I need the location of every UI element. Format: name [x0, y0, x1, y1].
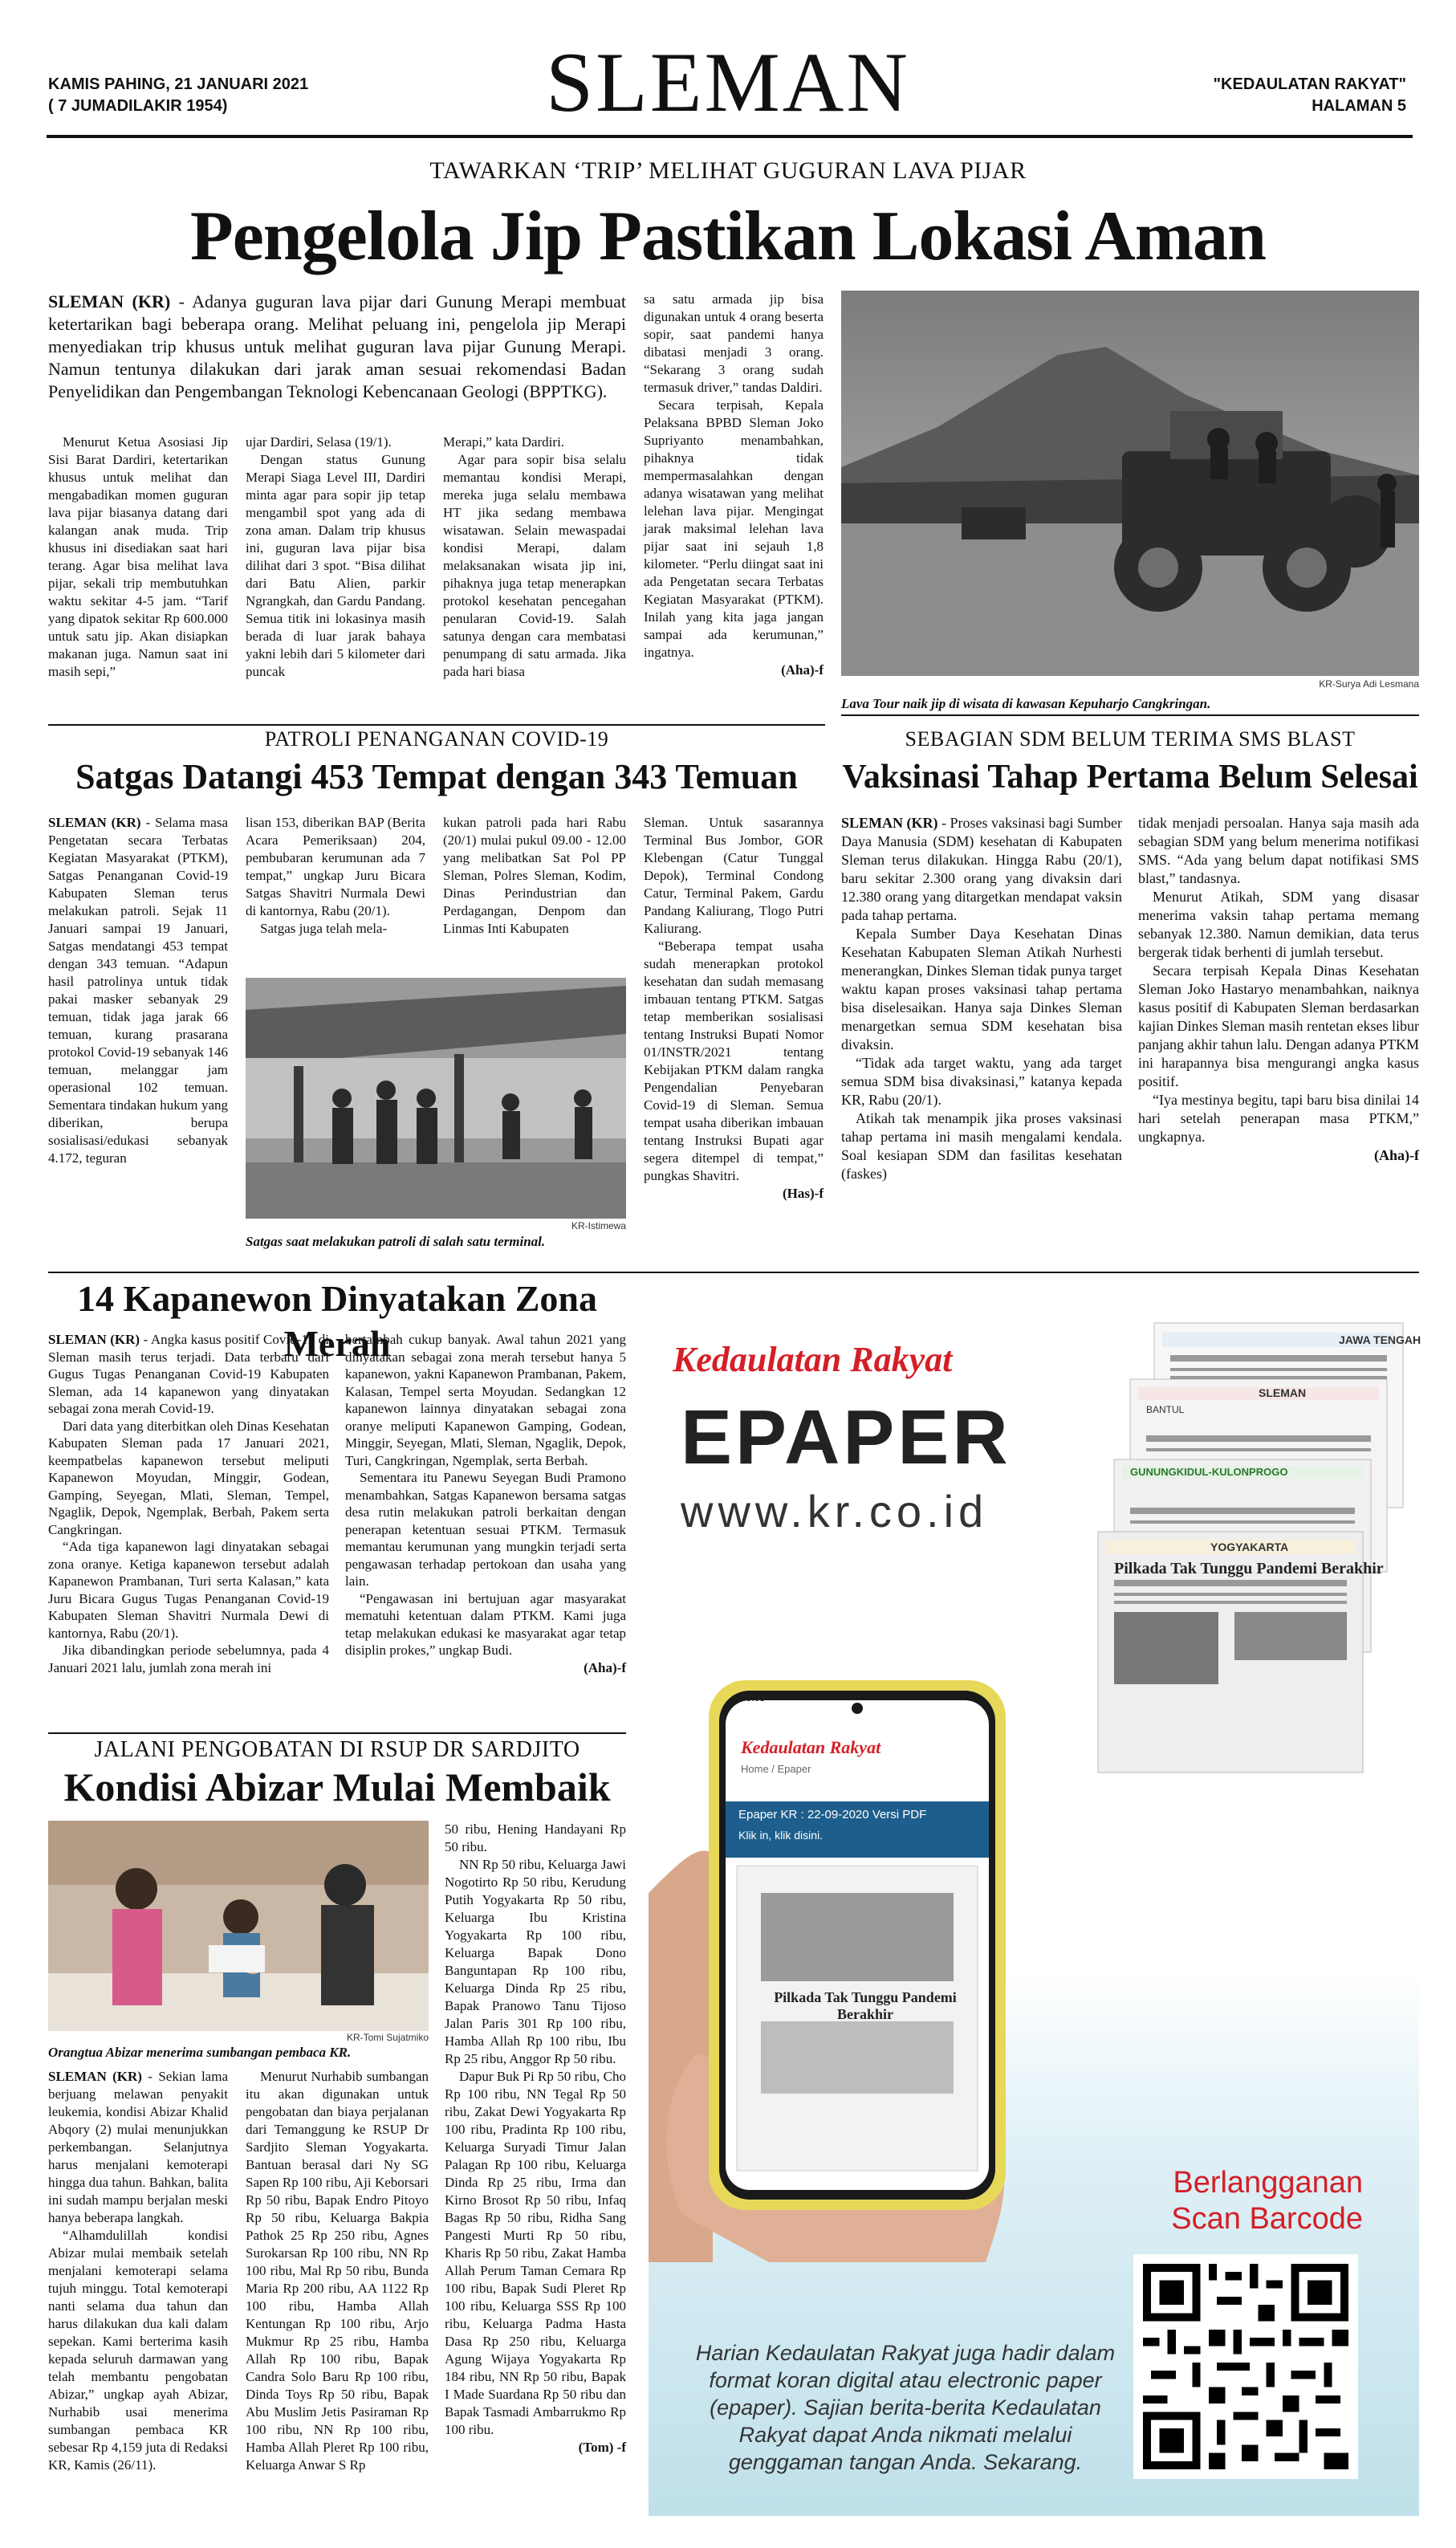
- article5-column-3: [445, 1821, 626, 2456]
- phone-breadcrumb[interactable]: Home / Epaper: [741, 1763, 811, 1775]
- article5-col3c-text: Dapur Buk Pi Rp 50 ribu, Cho Rp 100 ribu, NN Tegal Rp 50 ribu, Zakat Dewi Yogyakarta Rp 100 ribu, Pradinta Rp 100 ribu, Keluarga Suryadi Timur Jalan Palagan Rp 100 ribu, Keluarga Dinda Rp 25 ribu, Irma dan Kirno Brosot Rp 50 ribu, Infaq Bagas Rp 50 ribu, Ridha Sang Pangesti Murti Rp 50 ribu, Kharis Rp 50 ribu, Zakat Hamba Allah Perum Taman Cemara Rp 100 ribu, Bapak Sudi Pleret Rp 100 ribu, Keluarga SSS Rp 100 ribu, Keluarga Padma Hasta Dasa Rp 250 ribu, Keluarga Agung Wijaya Yogyakarta Rp 184 ribu, NN Rp 50 ribu, Bapak I Made Suardana Rp 50 ribu dan Bapak Tasmadi Ambarrukmo Rp 100 ribu.: [445, 2069, 626, 2437]
- article5-kicker: JALANI PENGOBATAN DI RSUP DR SARDJITO: [94, 1737, 580, 1762]
- ad-subscribe-line-1: Berlangganan: [1173, 2166, 1363, 2200]
- article1-col4a-text: sa satu armada jip bisa digunakan untuk 4 orang beserta sopir, saat pandemi hanya dibatasi menjadi 3 orang. “Sekarang 3 orang sudah termasuk driver,” tandas Daldiri.: [644, 291, 824, 395]
- masthead-section-title: SLEMAN: [546, 35, 910, 129]
- np-region-4: YOGYAKARTA: [1210, 1541, 1289, 1553]
- article5-col1b-text: “Alhamdulillah kondisi Abizar mulai membaik setelah menjalani kemoterapi selama tujuh minggu. Total kemoterapi nanti selama dua tahun dan harus dilakukan dua kali dalam sepekan. Kami berterima kasih kepada seluruh darmawan yang telah membantu pengobatan Abizar,” ungkap ayah Abizar, Nurhabib usai menerima sumbangan pembaca KR sebesar Rp 4,159 juta di Redaksi KR, Kamis (26/11).: [48, 2228, 228, 2473]
- np-region-3: GUNUNGKIDUL-KULONPROGO: [1130, 1466, 1288, 1478]
- article1-caption-rule: [841, 714, 1419, 716]
- article1-photo-jeep: [841, 291, 1419, 676]
- article3-column-2: [1138, 814, 1419, 1165]
- article1-column-1: [48, 433, 228, 681]
- article4-col1d-text: Jika dibandingkan periode sebelumnya, pada 4 Januari 2021 lalu, jumlah zona merah ini: [48, 1642, 329, 1675]
- article2-col3-text: kukan patroli pada hari Rabu (20/1) mulai pukul 09.00 - 12.00 yang melibatkan Sat Pol PP Sleman, Polres Sleman, Kodim, Dinas Perindustrian dan Perdagangan, Denpom dan Linmas Inti Kabupaten: [443, 815, 626, 936]
- article5-headline: Kondisi Abizar Mulai Membaik: [63, 1764, 611, 1809]
- article1-dateline: SLEMAN (KR): [48, 291, 171, 311]
- article5-photo-donation: [48, 1821, 429, 2031]
- article4-headline: 14 Kapanewon Dinyatakan Zona Merah: [77, 1278, 597, 1364]
- article5-col3-text: 50 ribu, Hening Handayani Rp 50 ribu.: [445, 1821, 626, 1854]
- article4-col1c-text: “Ada tiga kapanewon lagi dinyatakan sebagai zona oranye. Ketiga kapanewon tersebut adalah Kapanewon Prambanan, Turi serta Kalasan,” kata Juru Bicara Gugus Tugas Penanganan Covid-19 Kabupaten Sleman Shavitri Nurmala Dewi di kantornya, Rabu (20/1).: [48, 1539, 329, 1641]
- subscribe-qr-code[interactable]: [1133, 2254, 1358, 2479]
- article5-col1-text: - Sekian lama berjuang melawan penyakit leukemia, kondisi Abizar Khalid Abqory (2) mulai menunjukkan perkembangan. Selanjutnya harus menjalani kemoterapi hingga dua tahun. Bahkan, balita ini sudah mampu berjalan meski hanya beberapa langkah.: [48, 2069, 228, 2225]
- article2-kicker: PATROLI PENANGANAN COVID-19: [264, 727, 609, 751]
- article1-photo-caption: Lava Tour naik jip di wisata di kawasan Kepuharjo Cangkringan.: [841, 696, 1211, 711]
- article2-col1-text: - Selama masa Pengetatan secara Terbatas Kegiatan Masyarakat (PTKM), Satgas Penanganan Covid-19 Kabupaten Sleman terus melakukan patroli. Sejak 11 Januari sampai 19 Januari, Satgas mendatangi 453 tempat dengan 343 temuan. “Adapun hasil patrolinya untuk tidak pakai masker sebanyak 29 temuan, tidak jaga jarak 66 temuan, kurang prasarana protokol Covid-19 sebanyak 146 temuan, melanggar jam operasional 102 temuan. Sementara tindakan hukum yang diberikan, berupa sosialisasi/edukasi sebanyak 4.172, teguran: [48, 815, 228, 1166]
- qr-code-icon: [1143, 2264, 1348, 2469]
- masthead-date: KAMIS PAHING, 21 JANUARI 2021: [48, 75, 309, 93]
- article1-photo-credit: KR-Surya Adi Lesmana: [1319, 678, 1419, 690]
- article4-col2b-text: Sementara itu Panewu Seyegan Budi Pramono menambahkan, Satgas Kapanewon bersama satgas desa rutin melakukan patroli berkaitan dengan penerapan ketentuan sesuai PTKM. Termasuk memantau kerumunan yang mungkin terjadi serta pengawasan terhadap pertokoan dan usaha yang lain.: [345, 1470, 626, 1589]
- section-rule-middle: [48, 1272, 1419, 1273]
- article1-kicker: TAWARKAN ‘TRIP’ MELIHAT GUGURAN LAVA PIJAR: [429, 157, 1027, 184]
- article2-col2-text: lisan 153, diberikan BAP (Berita Acara Pemeriksaan) 204, pembubaran kerumunan ada 7 tempat,” ungkap Juru Bicara Satgas Shavitri Nurmala Dewi di kantornya, Rabu (20/1).: [246, 815, 425, 918]
- ad-subscribe-line-2: Scan Barcode: [1171, 2202, 1363, 2236]
- article5-photo-caption: Orangtua Abizar menerima sumbangan pembaca KR.: [48, 2045, 352, 2060]
- article5-col2-text: Menurut Nurhabib sumbangan itu akan digunakan untuk pengobatan dan biaya perjalanan dari Temanggung ke RSUP Dr Sardjito Sleman Yogyakarta. Bantuan berasal dari Ny SG Sapen Rp 100 ribu, Aji Keborsari Rp 50 ribu, Bapak Endro Pitoyo Rp 50 ribu, Keluarga Bakpia Pathok 25 Rp 250 ribu, Agnes Surokarsan Rp 100 ribu, NN Rp 100 ribu, Mal Rp 50 ribu, Bunda Maria Rp 200 ribu, AA 1122 Rp 100 ribu, Hamba Allah Kentungan Rp 100 ribu, Arjo Mukmur Rp 25 ribu, Hamba Allah Rp 100 ribu, Bapak Candra Solo Baru Rp 100 ribu, Dinda Toys Rp 50 ribu, Bapak Abu Muslim Jetis Pasiraman Rp 100 ribu, NN Rp 100 ribu, Hamba Allah Pleret Rp 100 ribu, Keluarga Anwar S Rp: [246, 2069, 429, 2473]
- article1-col4b-text: Secara terpisah, Kepala Pelaksana BPBD Sleman Joko Supriyanto menambahkan, pihaknya tidak mempermasalahkan dengan adanya wisatawan yang melihat lelehan lava pijar. Mengingat jarak maksimal lelehan lava pijar saat ini sejauh 1,8 kilometer. “Perlu diingat saat ini ada Pengetatan secara Terbatas Kegiatan Masyarakat (PTKM). Inilah yang kita jaga jangan sampai ada kerumunan,” ingatnya.: [644, 397, 824, 660]
- article3-column-1: [841, 814, 1122, 1183]
- article1-intro-text: - Adanya guguran lava pijar dari Gunung Merapi membuat ketertarikan bagi beberapa orang. Melihat peluang ini, pengelola jip Merapi menyediakan trip khusus untuk melihat guguran lava pijar Gunung Merapi. Namun tentunya dilakukan dari jarak aman sesuai rekomendasi Badan Penyelidikan dan Pengembangan Teknologi Kebencanaan Geologi (BPPTKG).: [48, 291, 626, 401]
- article4-col2c-text: “Pengawasan ini bertujuan agar masyarakat mematuhi ketentuan dalam PTKM. Kami juga tetap melakukan edukasi ke masyarakat agar tetap disiplin prokes,” ungkap Budi.: [345, 1590, 626, 1658]
- article2-photo-caption: Satgas saat melakukan patroli di salah satu terminal.: [246, 1234, 546, 1249]
- masthead-rule: [47, 135, 1413, 138]
- jeep-photo-illustration: [841, 291, 1419, 676]
- article4-column-2: [345, 1331, 626, 1676]
- newspaper-page-stack: [1098, 1323, 1421, 1773]
- phone-status-time: 09:03: [741, 1692, 766, 1703]
- article2-column-4: [644, 814, 824, 1203]
- article2-dateline: SLEMAN (KR): [48, 815, 141, 830]
- article3-dateline: SLEMAN (KR): [841, 815, 938, 831]
- article3-sign: (Aha)-f: [1374, 1147, 1419, 1163]
- epaper-advertisement[interactable]: [649, 1307, 1419, 2516]
- article2-photo-credit: KR-Istimewa: [571, 1220, 626, 1231]
- article2-col4-text: Sleman. Untuk sasarannya Terminal Bus Jombor, GOR Klebengan (Catur Tunggal Depok), Terminal Condong Catur, Terminal Pakem, Gardu Pandang Kaliurang, Tlogo Putri Kaliurang.: [644, 815, 824, 936]
- phone-epaper-bar[interactable]: Epaper KR : 22-09-2020 Versi PDF: [738, 1808, 927, 1821]
- article1-column-4: [644, 291, 824, 679]
- donation-photo-illustration: [48, 1821, 429, 2031]
- article3-col1b-text: Kepala Sumber Daya Kesehatan Dinas Kesehatan Kabupaten Sleman Atikah Nurhesti menerangkan, Dinkes Sleman tidak punya target waktu kapan proses vaksinasi tahap pertama bisa diselesaikan. Hanya saja Dinkes Sleman menargetkan semua SDM kesehatan bisa divaksin.: [841, 926, 1122, 1052]
- article3-col2c-text: Secara terpisah Kepala Dinas Kesehatan Sleman Joko Hastaryo menambahkan, naiknya kasus positif di Kabupaten Sleman berdasarkan kajian Dinkes Sleman masih rentetan ekses libur panjang akhir tahun lalu. Dengan adanya PTKM ini harapannya bisa mengurangi angka kasus positif.: [1138, 963, 1419, 1089]
- article4-column-1: [48, 1331, 329, 1676]
- phone-app-brand: Kedaulatan Rakyat: [741, 1737, 881, 1757]
- article1-col2b-text: Dengan status Gunung Merapi Siaga Level III, Dardiri minta agar para sopir jip tetap mengambil spot yang ada di zona aman. Dalam trip khusus ini, guguran lava pijar bisa dilihat dari 3 spot. “Bisa dilihat dari Batu Alien, parkir Ngrangkah, dan Gardu Pandang. Semua titik ini lokasinya masih berada di luar jarak bahaya yakni lebih dari 5 kilometer dari puncak: [246, 452, 425, 679]
- article4-dateline: SLEMAN (KR): [48, 1332, 140, 1347]
- article1-column-3: [443, 433, 626, 681]
- article3-col2b-text: Menurut Atikah, SDM yang disasar menerima vaksin tahap pertama memang sebanyak 12.380. Namun demikian, data terus bergerak tidak berhenti di jumlah tersebut.: [1138, 889, 1419, 960]
- article4-col1b-text: Dari data yang diterbitkan oleh Dinas Kesehatan Kabupaten Sleman pada 17 Januari 2021, keempatbelas kapanewon tersebut meliputi Kapanewon Moyudan, Minggir, Godean, Gamping, Seyegan, Mlati, Sleman, Tempel, Ngaglik, Depok, Ngemplak, Berbah, Pakem serta Cangkringan.: [48, 1418, 329, 1537]
- article4-sign: (Aha)-f: [584, 1659, 626, 1675]
- masthead-hijri-date: ( 7 JUMADILAKIR 1954): [48, 97, 228, 115]
- ad-url[interactable]: www.kr.co.id: [681, 1486, 989, 1537]
- article5-dateline: SLEMAN (KR): [48, 2069, 142, 2084]
- article3-headline: Vaksinasi Tahap Pertama Belum Selesai: [842, 759, 1418, 796]
- article1-headline: Pengelola Jip Pastikan Lokasi Aman: [189, 197, 1266, 275]
- patrol-photo-illustration: [246, 978, 626, 1219]
- article2-top-rule: [48, 724, 825, 726]
- article2-col2b-text: Satgas juga telah mela-: [260, 921, 388, 936]
- article5-column-2: [246, 2068, 429, 2474]
- ad-brand-logo: Kedaulatan Rakyat: [673, 1340, 953, 1379]
- np-region-1: JAWA TENGAH: [1339, 1333, 1421, 1346]
- article3-col1-text: - Proses vaksinasi bagi Sumber Daya Manusia (SDM) kesehatan di Kabupaten Sleman terus dilakukan. Hingga Rabu (20/1), baru sekitar 2.300 orang yang divaksin dari 12.380 orang yang ditargetkan mendapat vaksin pada tahap pertama.: [841, 815, 1123, 923]
- article3-col1c-text: “Tidak ada target waktu, yang ada target semua SDM bisa divaksinasi,” katanya kepada KR, Rabu (20/1).: [841, 1055, 1122, 1108]
- np-region-5: BANTUL: [1146, 1404, 1185, 1415]
- phone-headline: Pilkada Tak Tunggu Pandemi Berakhir: [774, 1989, 957, 2022]
- ad-description: Harian Kedaulatan Rakyat juga hadir dalam format koran digital atau electronic paper (epaper). Sajian berita-berita Kedaulatan Rakyat dapat Anda nikmati melalui genggaman tangan Anda. Sekarang.: [695, 2341, 1116, 2474]
- np-front-headline: Pilkada Tak Tunggu Pandemi Berakhir: [1114, 1560, 1384, 1577]
- article2-column-3: [443, 814, 626, 938]
- article2-headline: Satgas Datangi 453 Tempat dengan 343 Temuan: [75, 757, 798, 796]
- article3-col1d-text: Atikah tak menampik jika proses vaksinasi tahap pertama ini masih mengalami kendala. Soal kesiapan SDM dan fasilitas kesehatan (faskes): [841, 1110, 1122, 1182]
- article5-column-1: [48, 2068, 228, 2474]
- newspaper-pages-illustration: [1098, 1323, 1421, 1773]
- article4-col2-text: bertambah cukup banyak. Awal tahun 2021 yang dinyatakan sebagai zona merah tersebut hanya 5 kapanewon, yakni Kapanewon Prambanan, Pakem, Kalasan, Tempel serta Moyudan. Sedangkan 12 kapanewon lainnya dinyatakan sebagai zona oranye meliputi Kapanewon Gamping, Godean, Minggir, Seyegan, Mlati, Sleman, Ngaglik, Depok, Turi, Cangkringan, Ngemplak, serta Berbah.: [345, 1332, 626, 1468]
- article4-col1-text: - Angka kasus positif Covid-19 di Sleman masih terus terjadi. Data terbaru dari Gugus Tugas Penanganan Covid-19 Kabupaten Sleman, ada 14 kapanewon yang dinyatakan sebagai zona merah Covid-19.: [48, 1332, 329, 1416]
- masthead-paper-name: "KEDAULATAN RAKYAT": [1213, 75, 1406, 93]
- np-region-2: SLEMAN: [1259, 1386, 1307, 1399]
- article1-sign: (Aha)-f: [781, 662, 824, 678]
- article3-col2d-text: “Iya mestinya begitu, tapi baru bisa dinilai 14 hari setelah penerapan masa PTKM,” ungkapnya.: [1138, 1092, 1419, 1145]
- article1-col3a-text: Merapi,” kata Dardiri.: [443, 434, 565, 450]
- article2-column-1: [48, 814, 228, 1167]
- article2-col4b-text: “Beberapa tempat usaha sudah menerapkan protokol kesehatan dan sudah memasang imbauan tentang PTKM. Satgas tetap memberikan sosialisasi tentang Instruksi Bupati Nomor 01/INSTR/2021 tentang Kebijakan PTKM dalam rangka Pengendalian Penyebaran Covid-19 di Sleman. Semua tempat usaha diberikan imbauan tentang Instruksi Bupati agar segera ditempel di tempat,” pungkas Shavitri.: [644, 938, 824, 1183]
- phone-epaper-bar-link[interactable]: Klik in, klik disini.: [738, 1829, 824, 1842]
- article1-col3b-text: Agar para sopir bisa selalu memantau kondisi Merapi, mereka juga selalu membawa HT jika sedang membawa wisatawan. Selain mewaspadai kondisi Merapi, dalam melaksanakan wisata jip ini, pihaknya juga tetap menerapkan protokol kesehatan pencegahan penularan Covid-19. Salah satunya dengan cara membatasi penumpang di satu armada. Jika pada hari biasa: [443, 452, 626, 679]
- article5-col3b-text: NN Rp 50 ribu, Keluarga Jawi Nogotirto Rp 50 ribu, Kerudung Putih Yogyakarta Rp 50 ribu, Keluarga Ibu Kristina Yogyakarta Rp 100 ribu, Keluarga Bapak Dono Banguntapan Rp 100 ribu, Keluarga Dinda Rp 25 ribu, Bapak Pranowo Tanu Tijoso Jalan Paris 301 Rp 100 ribu, Hamba Allah Rp 100 ribu, Ibu Rp 25 ribu, Anggor Rp 50 ribu.: [445, 1857, 626, 2066]
- article3-col2-text: tidak menjadi persoalan. Hanya saja masih ada sebagian SDM yang belum menerima notifikasi SMS. “Ada yang belum dapat notifikasi SMS blast,” tandasnya.: [1138, 815, 1419, 886]
- article2-column-2: [246, 814, 425, 938]
- masthead-page-number: HALAMAN 5: [1312, 97, 1406, 115]
- article3-kicker: SEBAGIAN SDM BELUM TERIMA SMS BLAST: [905, 727, 1356, 751]
- article5-top-rule: [48, 1732, 626, 1734]
- article2-photo-patrol: [246, 978, 626, 1219]
- article1-column-2: [246, 433, 425, 681]
- article1-col2a-text: ujar Dardiri, Selasa (19/1).: [246, 434, 392, 450]
- article5-sign: (Tom) -f: [578, 2440, 626, 2455]
- article1-col1-text: Menurut Ketua Asosiasi Jip Sisi Barat Dardiri, ketertarikan khusus untuk melihat dan mengabadikan momen guguran lava pijar biasanya datang dari kalangan anak muda. Trip khusus ini disediakan saat hari terang. Agar bisa melihat lava pijar, sekali trip membutuhkan waktu sekitar 4-5 jam. “Tarif yang dipatok sekitar Rp 600.000 untuk satu jip. Akan disiapkan makanan juga. Namun saat ini masih sepi,”: [48, 434, 228, 679]
- masthead-paper-block: [1214, 74, 1406, 117]
- article5-photo-credit: KR-Tomi Sujatmiko: [346, 2032, 429, 2043]
- article2-sign: (Has)-f: [783, 1186, 824, 1201]
- ad-title: EPAPER: [681, 1394, 1011, 1480]
- article1-intro: [48, 291, 626, 403]
